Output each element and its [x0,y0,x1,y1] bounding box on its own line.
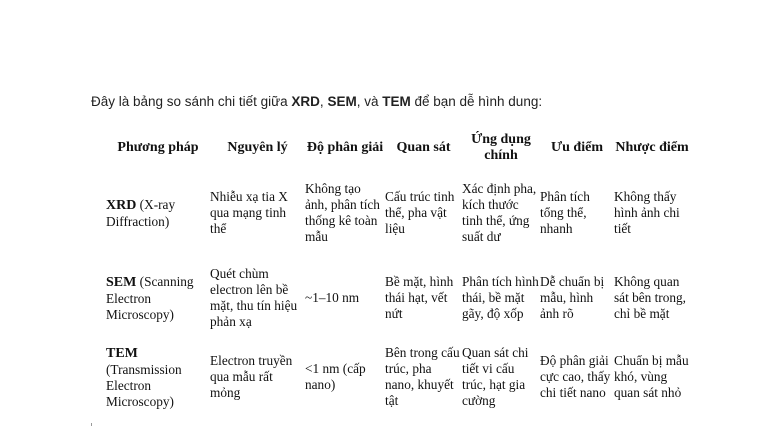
cell-method [106,258,210,338]
intro-tem: TEM [382,94,411,109]
intro-sep1: , [319,94,328,109]
cell-disadvantages: Không quan sát bên trong, chỉ bề mặt [614,274,687,321]
cell-disadvantages: Không thấy hình ảnh chi tiết [614,189,680,236]
header-resolution: Độ phân giải [306,140,384,155]
cell-advantages: Phân tích tổng thể, nhanh [540,189,590,236]
cell-observation: Cấu trúc tinh thể, pha vật liệu [385,189,455,236]
cell-advantages: Dễ chuẩn bị mẫu, hình ảnh rõ [540,274,605,321]
cell-method [106,338,210,416]
method-desc: (X-ray Diffraction) [106,196,176,229]
table-row [106,258,690,338]
cell-resolution: <1 nm (cấp nano) [305,361,366,392]
header-principle: Nguyên lý [227,140,288,155]
cell-application: Quan sát chi tiết vi cấu trúc, hạt gia cường [462,345,529,408]
header-advantages: Ưu điểm [551,140,603,155]
intro-prefix: Đây là bảng so sánh chi tiết giữa [91,94,292,109]
intro-text [91,94,542,109]
cell-resolution: ~1–10 nm [305,290,360,305]
cell-method [106,168,210,258]
cell-application: Xác định pha, kích thước tinh thể, ứng suất dư [462,181,537,244]
header-disadvantages: Nhược điểm [615,140,689,155]
cell-principle: Quét chùm electron lên bề mặt, thu tín hiệu phản xạ [210,266,298,329]
method-name: TEM [106,345,138,361]
comparison-table [106,128,690,416]
method-desc: (Transmission Electron Microscopy) [106,361,182,409]
cell-resolution: Không tạo ảnh, phân tích thống kê toàn mẫu [305,181,380,244]
intro-xrd: XRD [291,94,320,109]
cell-principle: Electron truyền qua mẫu rất mỏng [210,353,293,400]
table-row [106,168,690,258]
method-desc: (Scanning Electron Microscopy) [106,273,194,322]
cell-observation: Bên trong cấu trúc, pha nano, khuyết tật [385,345,460,408]
cell-disadvantages: Chuẩn bị mẫu khó, vùng quan sát nhỏ [614,353,689,400]
cell-application: Phân tích hình thái, bề mặt gãy, độ xốp [462,274,539,321]
cell-advantages: Độ phân giải cực cao, thấy chi tiết nano [540,353,611,400]
intro-suffix: để bạn dễ hình dung: [410,94,543,109]
method-name: XRD [106,197,137,213]
method-name: SEM [106,274,137,290]
header-application: Ứng dụng chính [471,132,531,163]
header-method: Phương pháp [117,140,199,155]
stray-mark [91,423,92,426]
table-header-row [106,128,690,168]
cell-observation: Bề mặt, hình thái hạt, vết nứt [385,274,454,321]
table-row [106,338,690,416]
header-observation: Quan sát [396,140,451,155]
cell-principle: Nhiễu xạ tia X qua mạng tinh thể [210,189,288,236]
intro-sep2: , và [356,94,383,109]
intro-sem: SEM [327,94,357,109]
